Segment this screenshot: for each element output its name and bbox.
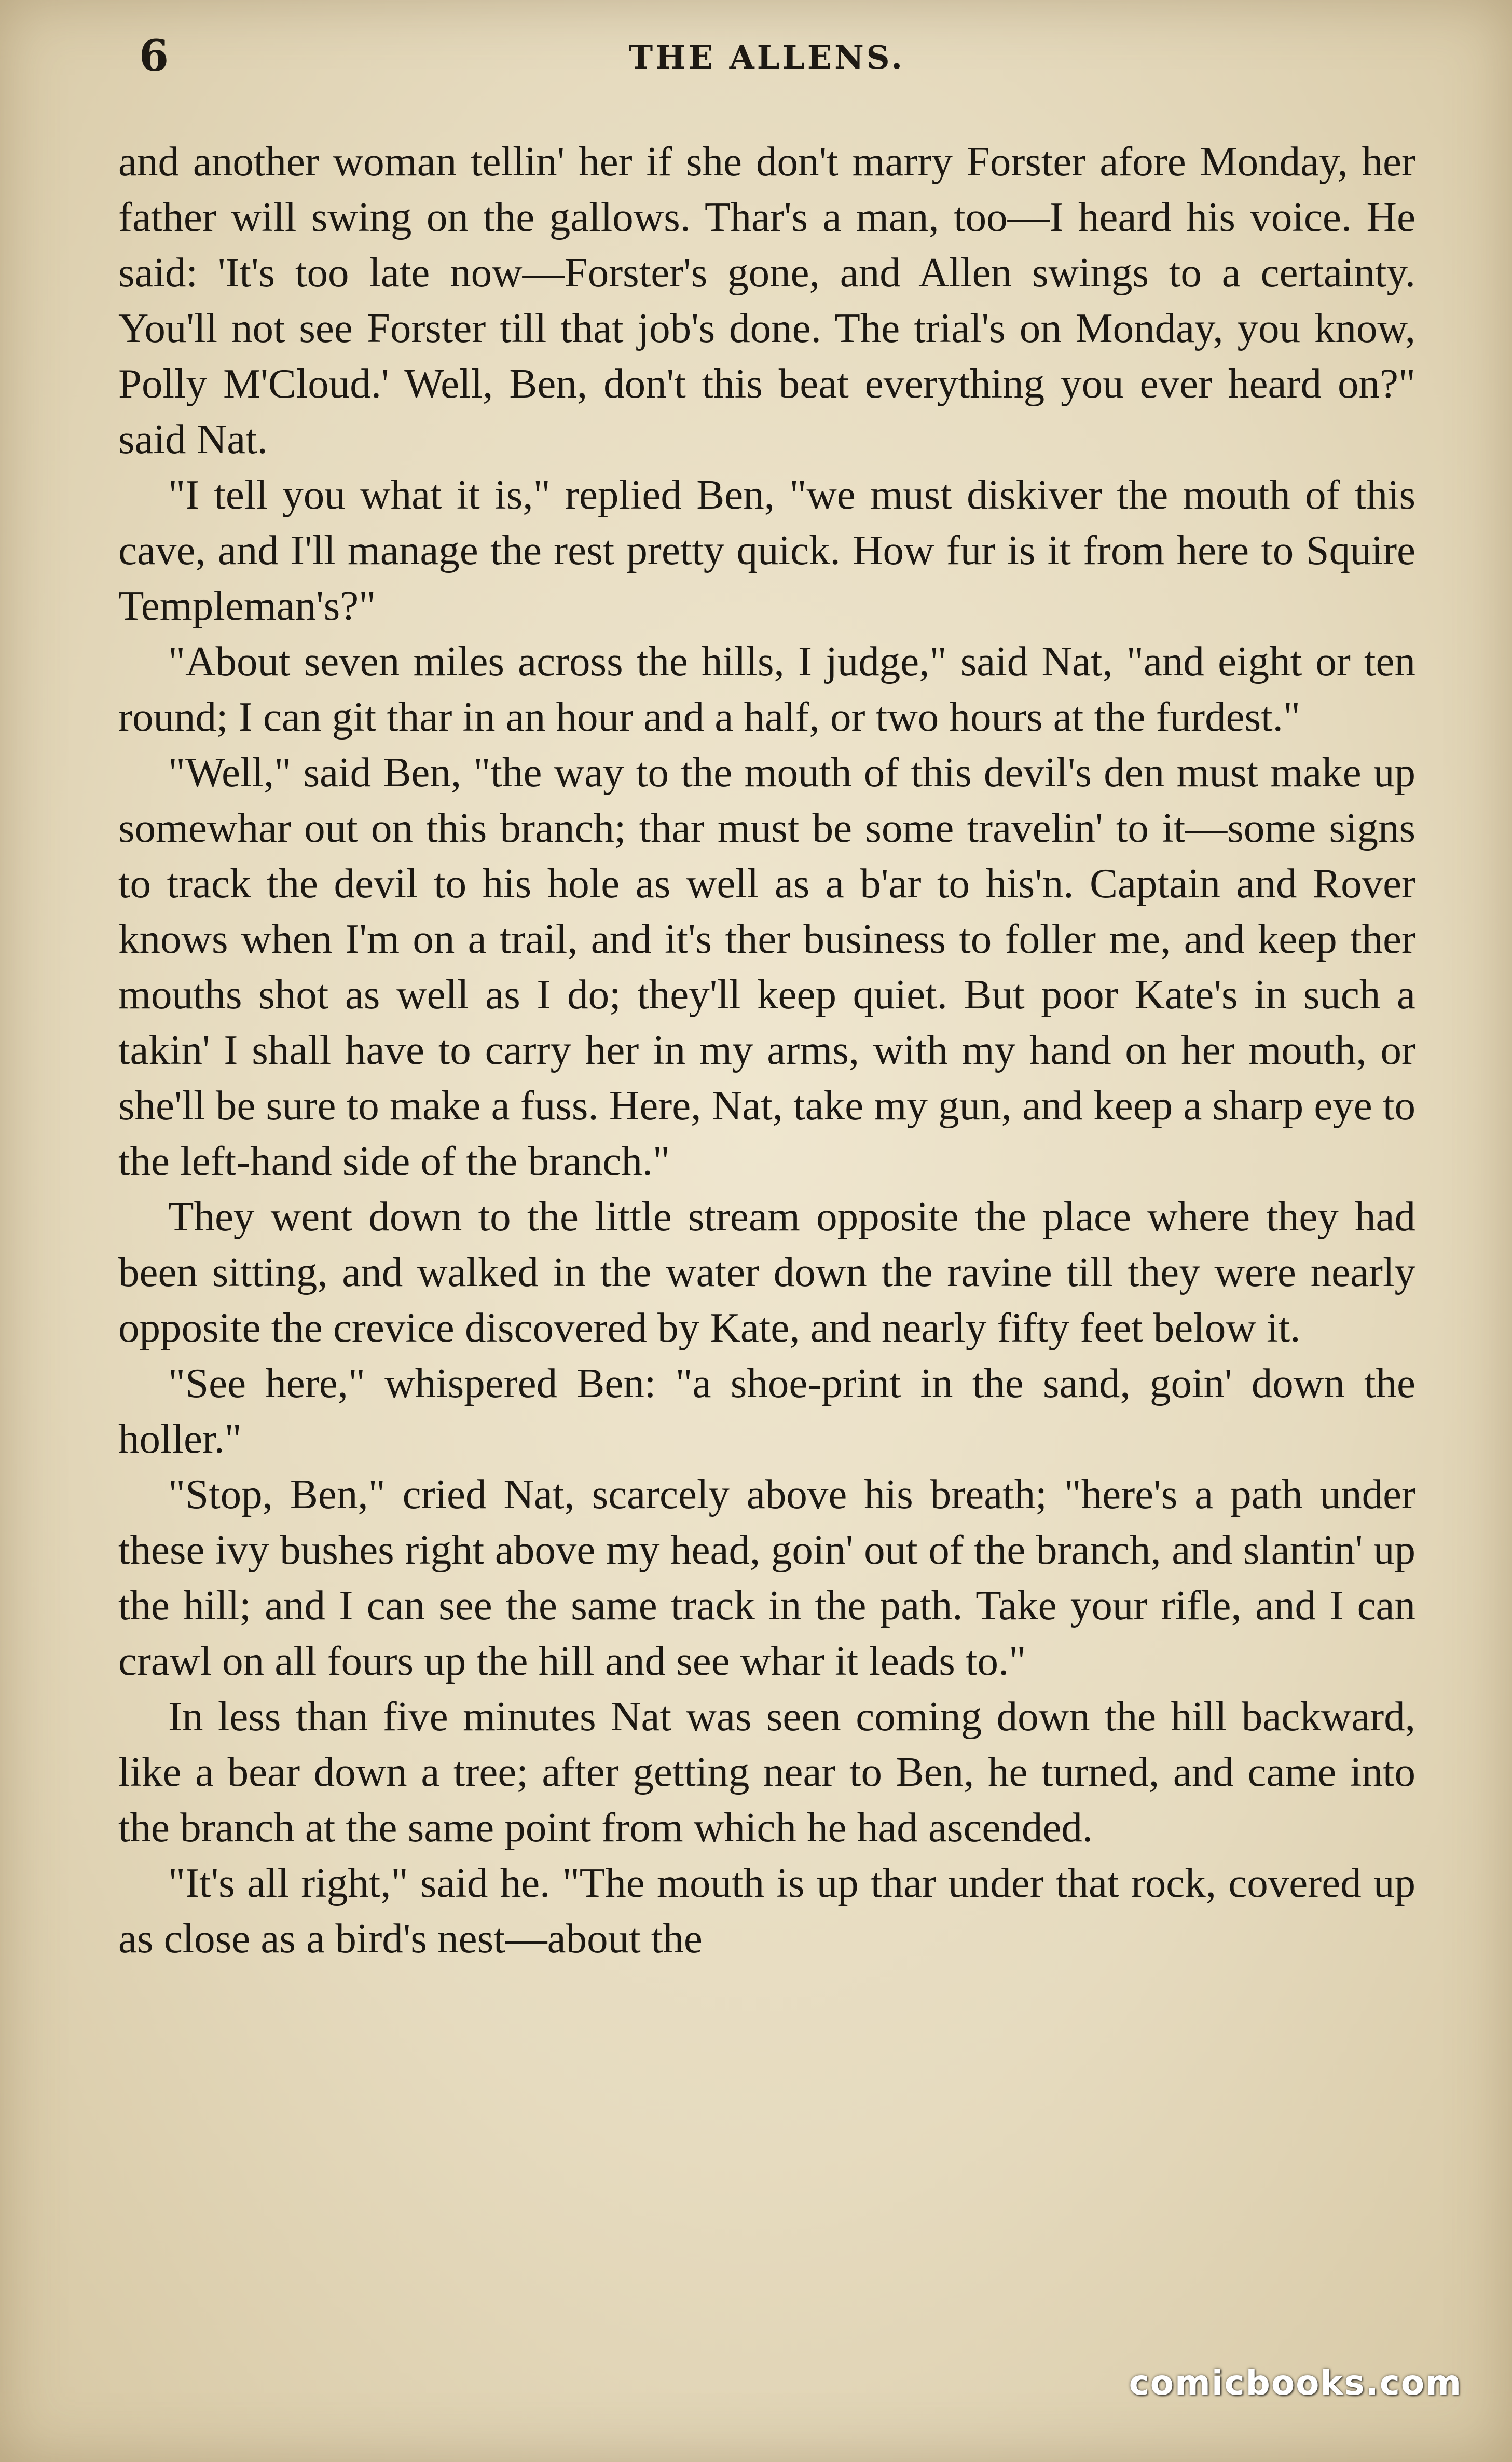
paragraph: "See here," whispered Ben: "a shoe-print in the sand, goin' down the holler." — [118, 1360, 1415, 1462]
paragraph: "I tell you what it is," replied Ben, "we must diskiver the mouth of this cave, and I'll manage the rest pretty quick. How fur is it from here to Squire Templeman's?" — [118, 471, 1415, 629]
page-number: 6 — [139, 31, 169, 81]
running-title: THE ALLENS. — [629, 38, 905, 76]
paragraph: and another woman tellin' her if she don't marry Forster afore Monday, her father will swing on the gallows. Thar's a man, too—I heard his voice. He said: 'It's too late now—Forster's gone, and Allen swings to a certainty. You'll not see Forster till that job's done. The trial's on Monday, you know, Polly M'Cloud.' Well, Ben, don't this beat everything you ever heard on?" said Nat. — [118, 138, 1415, 462]
body-text — [118, 134, 1415, 1966]
watermark: comicbooks.com — [1129, 2363, 1462, 2403]
paragraph: "Stop, Ben," cried Nat, scarcely above his breath; "here's a path under these ivy bushes right above my head, goin' out of the branch, and slantin' up the hill; and I can see the same track in the path. Take your rifle, and I can crawl on all fours up the hill and see whar it leads to." — [118, 1471, 1415, 1684]
paragraph: "Well," said Ben, "the way to the mouth of this devil's den must make up somewhar out on this branch; thar must be some travelin' to it—some signs to track the devil to his hole as well as a b'ar to his'n. Captain and Rover knows when I'm on a trail, and it's ther business to foller me, and keep ther mouths shot as well as I do; they'll keep quiet. But poor Kate's in such a takin' I shall have to carry her in my arms, with my hand on her mouth, or she'll be sure to make a fuss. Here, Nat, take my gun, and keep a sharp eye to the left-hand side of the branch." — [118, 749, 1416, 1184]
page-header — [118, 31, 1415, 93]
paragraph: "About seven miles across the hills, I judge," said Nat, "and eight or ten round; I can git thar in an hour and a half, or two hours at the furdest." — [118, 638, 1415, 740]
paragraph: In less than five minutes Nat was seen coming down the hill backward, like a bear down a tree; after getting near to Ben, he turned, and came into the branch at the same point from which he had ascended. — [118, 1693, 1415, 1851]
paragraph: They went down to the little stream opposite the place where they had been sitting, and walked in the water down the ravine till they were nearly opposite the crevice discovered by Kate, and nearly fifty feet below it. — [118, 1193, 1415, 1351]
paragraph: "It's all right," said he. "The mouth is up thar under that rock, covered up as close as a bird's nest—about the — [118, 1859, 1415, 1962]
